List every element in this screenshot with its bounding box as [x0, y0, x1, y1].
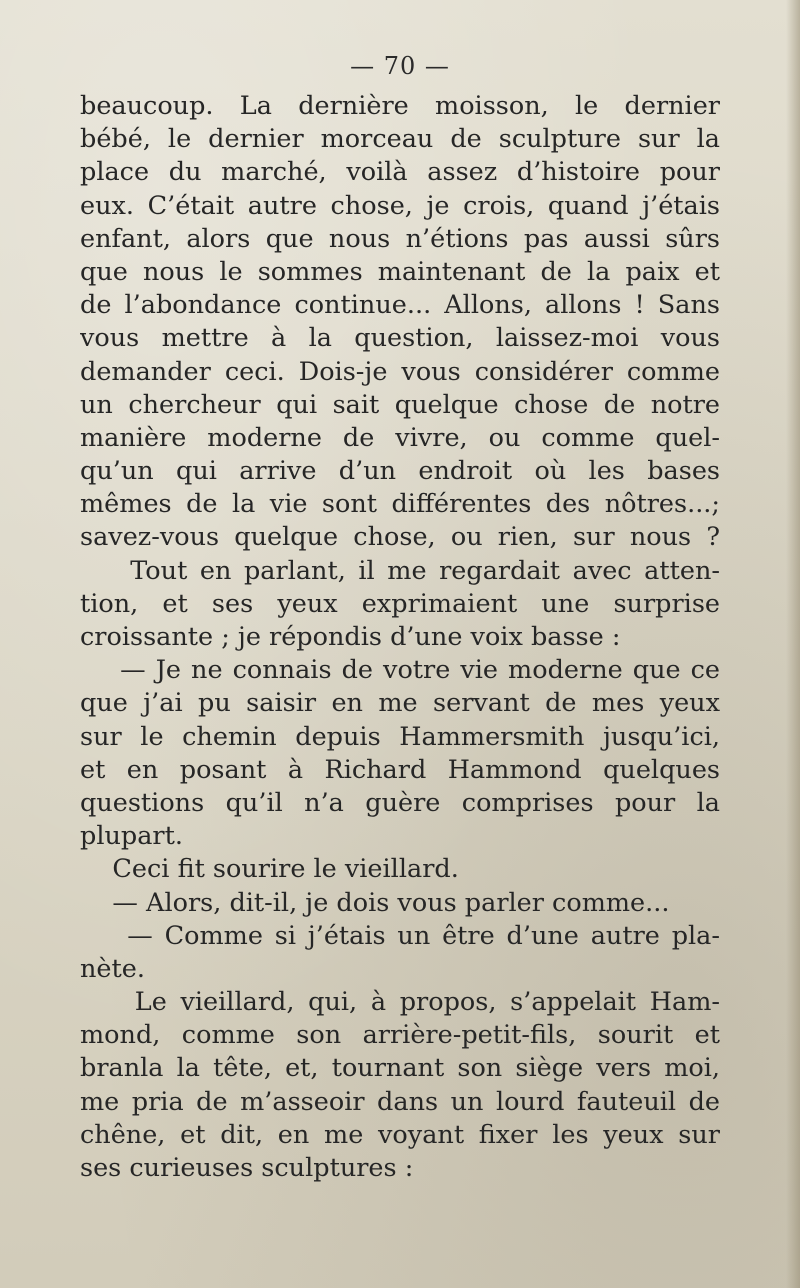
- text-line: eux. C’était autre chose, je crois, quand j’étais: [80, 190, 720, 221]
- text-line: demander ceci. Dois-je vous considérer comme: [80, 356, 720, 387]
- text-line: nète.: [80, 953, 145, 984]
- text-line: me pria de m’asseoir dans un lourd fauteuil de: [80, 1086, 720, 1117]
- text-line: un chercheur qui sait quelque chose de notre: [80, 389, 720, 420]
- text-line: savez-vous quelque chose, ou rien, sur nous ?: [80, 522, 720, 553]
- text-line: croissante ; je répondis d’une voix basse :: [80, 622, 621, 652]
- text-line: chêne, et dit, en me voyant fixer les yeux sur: [80, 1119, 720, 1150]
- text-line: manière moderne de vivre, ou comme quel-: [80, 422, 720, 453]
- text-line: de l’abondance continue... Allons, allons ! Sans: [80, 290, 720, 321]
- text-line: Ceci fit sourire le vieillard.: [80, 854, 459, 885]
- text-line: bébé, le dernier morceau de sculpture sur la: [80, 124, 720, 155]
- page-edge-shadow: [786, 0, 800, 1288]
- text-line: enfant, alors que nous n’étions pas aussi sûrs: [80, 223, 720, 254]
- text-line: mond, comme son arrière-petit-fils, sourit et: [80, 1020, 720, 1051]
- text-line: que nous le sommes maintenant de la paix et: [80, 256, 720, 287]
- text-line: — Je ne connais de votre vie moderne que ce: [80, 655, 720, 686]
- text-line: beaucoup. La dernière moisson, le dernier: [80, 91, 720, 121]
- text-line: — Comme si j’étais un être d’une autre pla-: [80, 920, 720, 951]
- text-line: vous mettre à la question, laissez-moi vous: [80, 323, 720, 354]
- text-line: que j’ai pu saisir en me servant de mes yeux: [80, 688, 720, 719]
- text-line: Le vieillard, qui, à propos, s’appelait Ham-: [80, 987, 720, 1018]
- text-line: tion, et ses yeux exprimaient une surprise: [80, 588, 720, 619]
- text-line: sur le chemin depuis Hammersmith jusqu’ici,: [80, 721, 720, 752]
- text-line: branla la tête, et, tournant son siège vers moi,: [80, 1053, 720, 1084]
- text-line: mêmes de la vie sont différentes des nôtres...;: [80, 489, 720, 520]
- text-line: qu’un qui arrive d’un endroit où les bases: [80, 456, 720, 487]
- text-line: — Alors, dit-il, je dois vous parler comme...: [80, 887, 670, 918]
- text-line: et en posant à Richard Hammond quelques: [80, 754, 720, 785]
- body-text: [80, 90, 720, 1185]
- text-line: plupart.: [80, 821, 183, 852]
- text-line: ses curieuses sculptures :: [80, 1153, 414, 1183]
- text-line: questions qu’il n’a guère comprises pour la: [80, 787, 720, 818]
- page-number: — 70 —: [350, 52, 450, 80]
- text-line: Tout en parlant, il me regardait avec atten-: [80, 555, 720, 586]
- text-line: place du marché, voilà assez d’histoire pour: [80, 157, 720, 188]
